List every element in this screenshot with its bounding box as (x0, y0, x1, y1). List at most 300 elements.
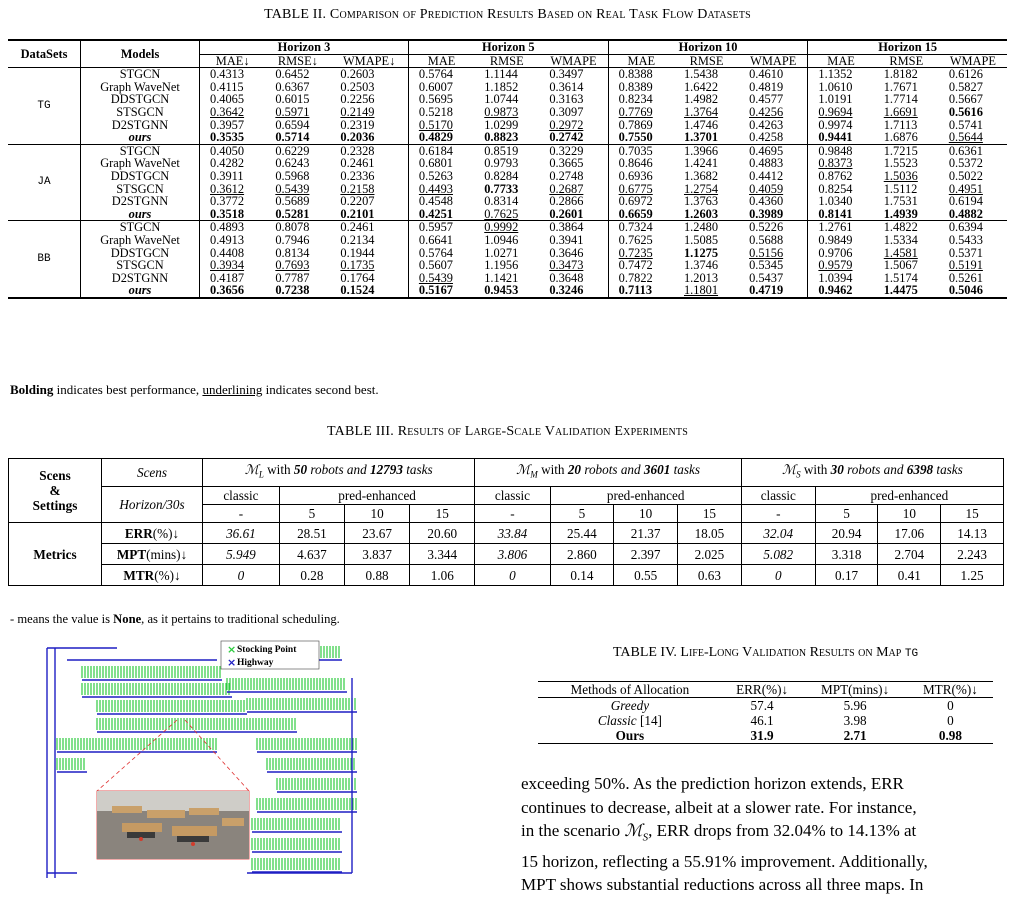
metric-header: RMSE (674, 54, 739, 68)
para-line: continues to decrease, albeit at a slower rate. For instance, (521, 797, 917, 817)
value-cell: 1.3764 (683, 104, 719, 119)
table2 (8, 39, 1007, 299)
metric-row (9, 523, 1004, 544)
value-cell: 0.9453 (474, 284, 539, 298)
datasets-header: DataSets (8, 40, 81, 68)
value-cell: 0.8234 (608, 93, 674, 106)
value-cell: 0.55 (614, 565, 678, 586)
value-cell: 0.2256 (340, 92, 375, 107)
value-cell: 0.98 (908, 728, 993, 744)
body-paragraph (521, 772, 1003, 897)
value-cell: 0.7946 (275, 232, 310, 247)
value-cell: 1.4475 (874, 284, 939, 298)
value-cell: 0.2036 (340, 130, 375, 145)
table2-caption: TABLE II. Comparison of Prediction Results Based on Real Task Flow Datasets (264, 7, 751, 22)
value-cell: 0.3612 (200, 183, 266, 196)
value-cell: 0.3163 (549, 92, 584, 107)
value-cell: 0.4548 (408, 195, 474, 208)
value-cell: 57.4 (750, 698, 774, 713)
value-cell: 0.2748 (549, 168, 584, 183)
value-cell: 1.1956 (484, 258, 519, 273)
value-cell: 0.8519 (474, 144, 539, 157)
value-cell: 0.7869 (608, 119, 674, 132)
dataset-cell: BB (8, 221, 81, 298)
value-cell: 1.3966 (674, 144, 739, 157)
horizon-label: Horizon/30s (102, 487, 203, 523)
horizon-header: Horizon 10 (608, 40, 808, 54)
horizon-cell: 5 (550, 505, 614, 523)
table3 (8, 458, 1004, 586)
value-cell: 0.7238 (265, 284, 330, 298)
value-cell: 0.7472 (608, 259, 674, 272)
value-cell: 5.082 (741, 544, 815, 565)
value-cell: 0.2687 (549, 181, 584, 196)
value-cell: 2.860 (550, 544, 614, 565)
value-cell: 1.2603 (683, 206, 719, 221)
value-cell: 0.2149 (340, 104, 375, 119)
metric-header: RMSE↓ (265, 54, 330, 68)
value-cell: 0.4893 (200, 221, 266, 234)
value-cell: 0.5968 (275, 168, 310, 183)
horizon-header: Horizon 3 (200, 40, 409, 54)
value-cell: 0.3614 (549, 79, 584, 94)
value-cell: 0.6361 (939, 144, 1007, 157)
value-cell: 0.7769 (608, 106, 674, 119)
value-cell: 33.84 (475, 523, 550, 544)
value-cell: 1.3682 (683, 168, 719, 183)
value-cell: 0.1524 (330, 284, 408, 298)
value-cell: 0.14 (550, 565, 614, 586)
value-cell: 0.8388 (608, 68, 674, 81)
model-cell: STSGCN (81, 106, 200, 119)
table3-caption: TABLE III. Results of Large-Scale Validation Experiments (327, 424, 688, 439)
method-cell: Ours (538, 728, 722, 744)
value-cell: 0.2328 (330, 144, 408, 157)
value-cell: 0.7035 (608, 144, 674, 157)
value-cell: 0.4065 (200, 93, 266, 106)
model-cell: DDSTGCN (81, 93, 200, 106)
value-cell: 2.397 (614, 544, 678, 565)
value-cell: 0.4610 (749, 67, 784, 82)
table3-note: - means the value is None, as it pertains to traditional scheduling. (10, 612, 340, 626)
map-legend (221, 641, 319, 669)
value-cell: 0.4115 (200, 81, 266, 94)
value-cell: 1.2754 (683, 181, 719, 196)
value-cell: 0.2866 (549, 194, 584, 209)
scens-settings-label: Scens & Settings (9, 459, 102, 523)
pred-enhanced-label: pred-enhanced (550, 487, 741, 505)
scenario-header-M: ℳ$_M$ with 20 robots and 3601 tasks (475, 459, 741, 487)
table2-note: Bolding indicates best performance, underlining indicates second best. (10, 382, 379, 397)
value-cell: 18.05 (678, 523, 742, 544)
value-cell: 0.4882 (948, 206, 983, 221)
value-cell: 1.2013 (683, 270, 719, 285)
value-cell: 2.025 (678, 544, 742, 565)
value-cell: 0.4059 (749, 181, 784, 196)
value-cell: 0.5281 (275, 206, 310, 221)
value-cell: 0.41 (878, 565, 941, 586)
table-row (8, 131, 1007, 144)
value-cell: 0.5616 (948, 104, 983, 119)
value-cell: 0.5827 (948, 79, 983, 94)
value-cell: 0.6659 (608, 208, 674, 221)
table-row (8, 259, 1007, 272)
value-cell: 2.71 (802, 728, 908, 744)
model-cell: STSGCN (81, 183, 200, 196)
value-cell: 1.0744 (484, 92, 519, 107)
value-cell: 0.5046 (939, 284, 1007, 298)
value-cell: 0.4695 (739, 144, 808, 157)
model-cell: Graph WaveNet (81, 234, 200, 247)
value-cell: 0.5689 (275, 194, 310, 209)
value-cell: 3.98 (843, 713, 867, 728)
value-cell: 1.5523 (883, 156, 918, 171)
value-cell: 0.6007 (408, 81, 474, 94)
value-cell: 0.6936 (608, 170, 674, 183)
value-cell: 0.3473 (549, 258, 584, 273)
value-cell: 1.5085 (683, 232, 719, 247)
value-cell: 0.8141 (808, 208, 874, 221)
table4-header: MTR(%)↓ (908, 682, 993, 698)
value-cell: 0.3989 (749, 206, 784, 221)
para-line: in the scenario ℳ$_S$, ERR drops from 32.04% to 14.13% at (521, 821, 917, 844)
value-cell: 1.25 (941, 565, 1004, 586)
value-cell: 0.2101 (340, 206, 375, 221)
value-cell: 0.9849 (808, 234, 874, 247)
table-row (8, 284, 1007, 298)
value-cell: 0.6394 (939, 221, 1007, 234)
dataset-cell: JA (8, 144, 81, 221)
value-cell: 0.6243 (275, 156, 310, 171)
classic-dash: - (741, 505, 815, 523)
value-cell: 1.1275 (683, 245, 719, 260)
metric-header: MAE↓ (200, 54, 266, 68)
metric-header: RMSE (474, 54, 539, 68)
metric-name: MPT(mins)↓ (102, 544, 203, 565)
para-line: exceeding 50%. As the prediction horizon extends, ERR (521, 774, 904, 793)
value-cell: 1.4822 (874, 221, 939, 234)
value-cell: 0.3665 (549, 156, 584, 171)
classic-label: classic (475, 487, 550, 505)
table-row (538, 713, 993, 728)
value-cell: 0.5218 (408, 106, 474, 119)
table-row (8, 221, 1007, 234)
value-cell: 2.243 (941, 544, 1004, 565)
value-cell: 1.4746 (683, 117, 719, 132)
value-cell: 1.7714 (883, 92, 918, 107)
value-cell: 0.7113 (608, 284, 674, 298)
dataset-cell: TG (37, 99, 51, 112)
value-cell: 0.5372 (948, 156, 983, 171)
value-cell: 0.5261 (948, 270, 983, 285)
value-cell: 32.04 (741, 523, 815, 544)
value-cell: 0.1944 (340, 245, 375, 260)
value-cell: 36.61 (203, 523, 280, 544)
value-cell: 1.1801 (674, 284, 739, 298)
value-cell: 1.3763 (683, 194, 719, 209)
value-cell: 0.6229 (265, 144, 330, 157)
value-cell: 0.5371 (948, 245, 983, 260)
value-cell: 0.5957 (408, 221, 474, 234)
value-cell: 0.3911 (200, 170, 266, 183)
value-cell: 1.5334 (883, 232, 918, 247)
value-cell: 0.5226 (739, 221, 808, 234)
value-cell: 0.7733 (484, 181, 519, 196)
model-cell: D2STGNN (81, 272, 200, 285)
value-cell: 0.5741 (948, 117, 983, 132)
value-cell: 0.3497 (549, 67, 584, 82)
value-cell: 0.9873 (484, 104, 519, 119)
value-cell: 31.9 (722, 728, 803, 744)
value-cell: 0.4719 (739, 284, 808, 298)
value-cell: 0.7324 (608, 221, 674, 234)
metrics-label: Metrics (9, 523, 102, 586)
value-cell: 0.4412 (749, 168, 784, 183)
legend-highway: Highway (237, 658, 274, 668)
method-cell: Classic [14] (597, 713, 662, 728)
value-cell: 0.4187 (200, 272, 266, 285)
value-cell: 0.4282 (200, 157, 266, 170)
table-row (8, 68, 1007, 81)
horizon-cell: 15 (410, 505, 475, 523)
value-cell: 1.1421 (484, 270, 519, 285)
value-cell: 0.4251 (408, 208, 474, 221)
value-cell: 0.9706 (808, 247, 874, 260)
warehouse-photo (97, 791, 249, 859)
value-cell: 0.8762 (808, 170, 874, 183)
model-cell: DDSTGCN (81, 247, 200, 260)
warehouse-map-figure (37, 638, 363, 888)
horizon-cell: 10 (614, 505, 678, 523)
table-row (538, 728, 993, 744)
value-cell: 0.5022 (948, 168, 983, 183)
value-cell: 0.3646 (549, 245, 584, 260)
value-cell: 0.3934 (200, 259, 266, 272)
value-cell: 1.0271 (484, 245, 519, 260)
value-cell: 1.0946 (484, 232, 519, 247)
table4-header: ERR(%)↓ (722, 682, 803, 698)
value-cell: 0.6126 (948, 67, 983, 82)
value-cell: 0.6641 (408, 234, 474, 247)
value-cell: 0.3642 (200, 106, 266, 119)
value-cell: 1.0299 (484, 117, 519, 132)
value-cell: 0.6015 (275, 92, 310, 107)
value-cell: 0.5263 (408, 170, 474, 183)
value-cell: 1.0394 (808, 272, 874, 285)
value-cell: 1.4241 (683, 156, 719, 171)
value-cell: 1.5036 (883, 168, 918, 183)
value-cell: 0.5156 (749, 245, 784, 260)
value-cell: 0.9694 (808, 106, 874, 119)
value-cell: 1.1852 (484, 79, 519, 94)
horizon-cell: 5 (815, 505, 878, 523)
scenario-header-L: ℳ$_L$ with 50 robots and 12793 tasks (203, 459, 475, 487)
highway-marker: × (227, 656, 237, 669)
horizon-cell: 15 (941, 505, 1004, 523)
value-cell: 0.4819 (749, 79, 784, 94)
metric-header: WMAPE (539, 54, 608, 68)
table-row (8, 195, 1007, 208)
value-cell: 0.4883 (749, 156, 784, 171)
value-cell: 0.2742 (549, 130, 584, 145)
value-cell: 1.7113 (883, 117, 918, 132)
value-cell: 1.0191 (808, 93, 874, 106)
value-cell: 0.2603 (340, 67, 375, 82)
value-cell: 0.5345 (749, 258, 784, 273)
value-cell: 0.3772 (200, 195, 266, 208)
horizon-cell: 15 (678, 505, 742, 523)
pred-enhanced-label: pred-enhanced (815, 487, 1003, 505)
value-cell: 0.63 (678, 565, 742, 586)
model-cell: ours (81, 131, 200, 144)
value-cell: 0.6452 (275, 67, 310, 82)
value-cell: 0.7550 (608, 131, 674, 144)
value-cell: 1.1352 (808, 68, 874, 81)
classic-dash: - (203, 505, 280, 523)
value-cell: 0.17 (815, 565, 878, 586)
value-cell: 0.7693 (275, 258, 310, 273)
value-cell: 1.7215 (874, 144, 939, 157)
value-cell: 0.5439 (275, 181, 310, 196)
classic-dash: - (475, 505, 550, 523)
value-cell: 0.4408 (200, 247, 266, 260)
value-cell: 3.806 (475, 544, 550, 565)
value-cell: 28.51 (279, 523, 344, 544)
value-cell: 0.2601 (549, 206, 584, 221)
value-cell: 0.8823 (484, 130, 519, 145)
value-cell: 1.0340 (808, 195, 874, 208)
value-cell: 0.4263 (749, 117, 784, 132)
model-cell: Graph WaveNet (81, 81, 200, 94)
metric-header: WMAPE (939, 54, 1007, 68)
metric-header: RMSE (874, 54, 939, 68)
value-cell: 0.3957 (200, 119, 266, 132)
value-cell: 0.3518 (200, 208, 266, 221)
value-cell: 0.5688 (749, 232, 784, 247)
value-cell: 25.44 (550, 523, 614, 544)
model-cell: ours (81, 284, 200, 298)
value-cell: 0.8314 (484, 194, 519, 209)
value-cell: 0.5764 (408, 68, 474, 81)
value-cell: 0.9974 (808, 119, 874, 132)
model-cell: Graph WaveNet (81, 157, 200, 170)
para-line: 15 horizon, reflecting a 55.91% improvement. Additionally, (521, 851, 928, 871)
value-cell: 0.5439 (408, 272, 474, 285)
value-cell: 0.8254 (808, 183, 874, 196)
classic-label: classic (203, 487, 280, 505)
horizon-cell: 5 (279, 505, 344, 523)
scens-label: Scens (102, 459, 203, 487)
table-row (8, 170, 1007, 183)
value-cell: 0.4577 (749, 92, 784, 107)
value-cell: 0.6367 (275, 79, 310, 94)
value-cell: 1.3701 (683, 130, 719, 145)
model-cell: ours (81, 208, 200, 221)
value-cell: 0.3648 (549, 270, 584, 285)
value-cell: 0.7787 (275, 270, 310, 285)
value-cell: 20.60 (410, 523, 475, 544)
value-cell: 0.5437 (749, 270, 784, 285)
value-cell: 0.5433 (948, 232, 983, 247)
value-cell: 0.4256 (749, 104, 784, 119)
para-line: MPT shows substantial reductions across all three maps. In (521, 875, 924, 895)
value-cell: 1.2761 (808, 221, 874, 234)
value-cell: 0.3229 (539, 144, 608, 157)
value-cell: 5.96 (843, 698, 867, 713)
value-cell: 0.5971 (275, 104, 310, 119)
metric-header: WMAPE↓ (330, 54, 408, 68)
value-cell: 0.7235 (608, 247, 674, 260)
value-cell: 0.8284 (484, 168, 519, 183)
value-cell: 3.344 (410, 544, 475, 565)
table4-header: MPT(mins)↓ (802, 682, 908, 698)
value-cell: 0.7625 (484, 206, 519, 221)
model-cell: STSGCN (81, 259, 200, 272)
model-cell: STGCN (81, 144, 200, 157)
value-cell: 0.5644 (948, 130, 983, 145)
table-row (8, 208, 1007, 221)
value-cell: 0.2134 (340, 232, 375, 247)
value-cell: 0.3097 (549, 104, 584, 119)
value-cell: 0.8646 (608, 157, 674, 170)
value-cell: 0.9462 (808, 284, 874, 298)
metric-header: MAE (408, 54, 474, 68)
value-cell: 0.6184 (408, 144, 474, 157)
table-row (8, 234, 1007, 247)
value-cell: 14.13 (941, 523, 1004, 544)
value-cell: 0.4258 (749, 130, 784, 145)
value-cell: 0.5167 (408, 284, 474, 298)
metric-row (9, 565, 1004, 586)
value-cell: 0.4829 (408, 131, 474, 144)
value-cell: 1.6876 (883, 130, 918, 145)
value-cell: 0.2158 (340, 181, 375, 196)
value-cell: 0.4913 (200, 234, 266, 247)
model-cell: STGCN (81, 221, 200, 234)
metric-header: MAE (608, 54, 674, 68)
metric-name: MTR(%)↓ (102, 565, 203, 586)
value-cell: 1.6422 (683, 79, 719, 94)
value-cell: 2.704 (878, 544, 941, 565)
value-cell: 0.88 (345, 565, 410, 586)
horizon-header: Horizon 15 (808, 40, 1007, 54)
horizon-cell: 10 (345, 505, 410, 523)
horizon-header: Horizon 5 (408, 40, 608, 54)
metric-header: MAE (808, 54, 874, 68)
metric-header: WMAPE (739, 54, 808, 68)
value-cell: 0.6594 (275, 117, 310, 132)
value-cell: 0.5764 (408, 247, 474, 260)
value-cell: 0.5170 (408, 119, 474, 132)
value-cell: 1.7671 (883, 79, 918, 94)
value-cell: 0.2972 (549, 117, 584, 132)
value-cell: 0.4050 (200, 144, 266, 157)
value-cell: 0.4951 (948, 181, 983, 196)
value-cell: 0.6775 (608, 183, 674, 196)
value-cell: 0.5607 (408, 259, 474, 272)
value-cell: 0 (741, 565, 815, 586)
value-cell: 0.9579 (808, 259, 874, 272)
table4-caption: TABLE IV. Life-Long Validation Results on Map TG (612, 645, 919, 660)
metric-row (9, 544, 1004, 565)
value-cell: 1.2480 (674, 221, 739, 234)
value-cell: 0.2319 (340, 117, 375, 132)
value-cell: 0.6194 (948, 194, 983, 209)
classic-label: classic (741, 487, 815, 505)
value-cell: 0.2336 (340, 168, 375, 183)
value-cell: 0.9793 (484, 156, 519, 171)
value-cell: 0.2461 (330, 221, 408, 234)
